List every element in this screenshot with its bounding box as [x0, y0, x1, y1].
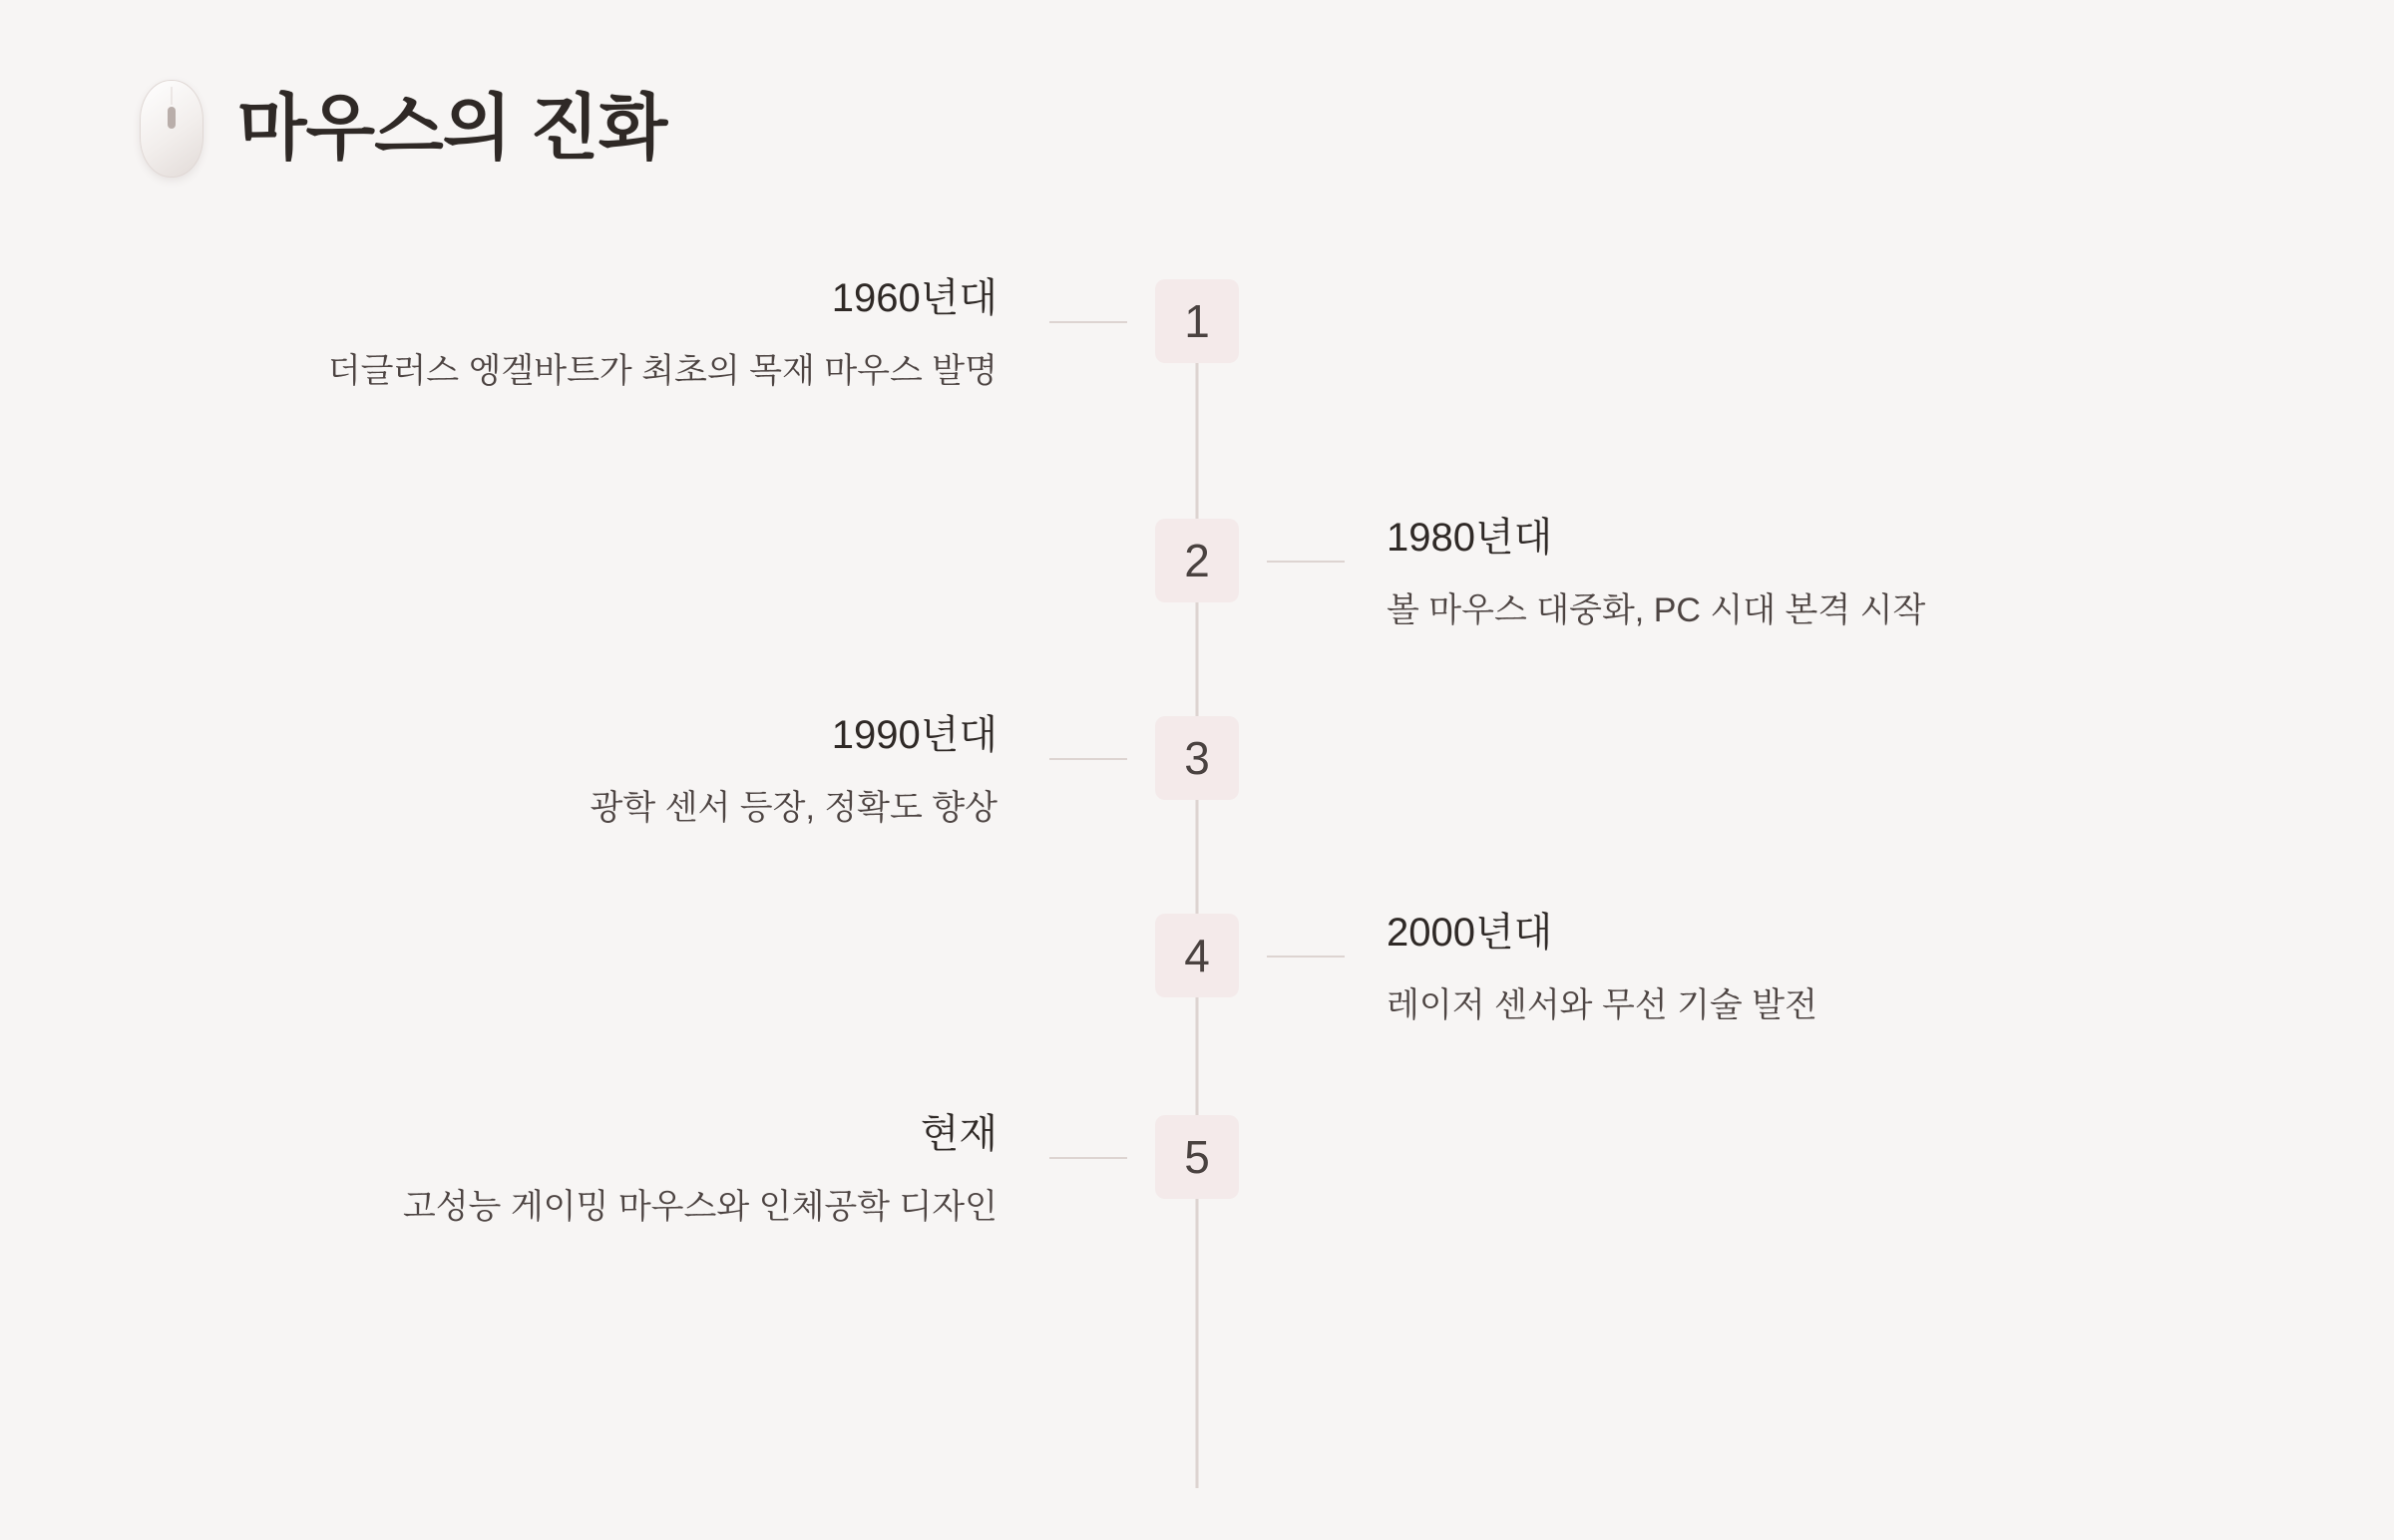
timeline-content [1387, 908, 2145, 1029]
page-header [140, 80, 666, 178]
timeline-era: 1990년대 [831, 713, 998, 757]
timeline-description: 레이저 센서와 무선 기술 발전 [1387, 986, 1817, 1024]
timeline-connector [1267, 956, 1345, 958]
timeline-marker[interactable]: 4 [1155, 914, 1239, 997]
timeline-connector [1049, 1157, 1127, 1159]
timeline-era: 1980년대 [1387, 516, 1553, 560]
timeline-content [239, 1109, 998, 1231]
timeline-marker[interactable]: 5 [1155, 1115, 1239, 1199]
timeline-era: 현재 [920, 1112, 998, 1156]
timeline-description: 고성능 게이밍 마우스와 인체공학 디자인 [402, 1188, 998, 1226]
timeline-content [1387, 513, 2145, 634]
timeline-description: 광학 센서 등장, 정확도 향상 [590, 789, 998, 827]
timeline-marker[interactable]: 1 [1155, 279, 1239, 363]
timeline-marker[interactable]: 2 [1155, 519, 1239, 602]
mouse-icon [140, 80, 203, 178]
timeline-description: 더글러스 엥겔바트가 최초의 목재 마우스 발명 [327, 352, 998, 390]
timeline-content [239, 710, 998, 832]
timeline-description: 볼 마우스 대중화, PC 시대 본격 시작 [1387, 591, 1926, 629]
timeline-era: 2000년대 [1387, 911, 1553, 955]
timeline-axis [1196, 331, 1199, 1488]
timeline-connector [1049, 758, 1127, 760]
page-title: 마우스의 진화 [237, 89, 667, 169]
timeline-era: 1960년대 [831, 276, 998, 320]
timeline-connector [1049, 321, 1127, 323]
timeline-connector [1267, 561, 1345, 563]
timeline-content [239, 273, 998, 395]
timeline-marker[interactable]: 3 [1155, 716, 1239, 800]
